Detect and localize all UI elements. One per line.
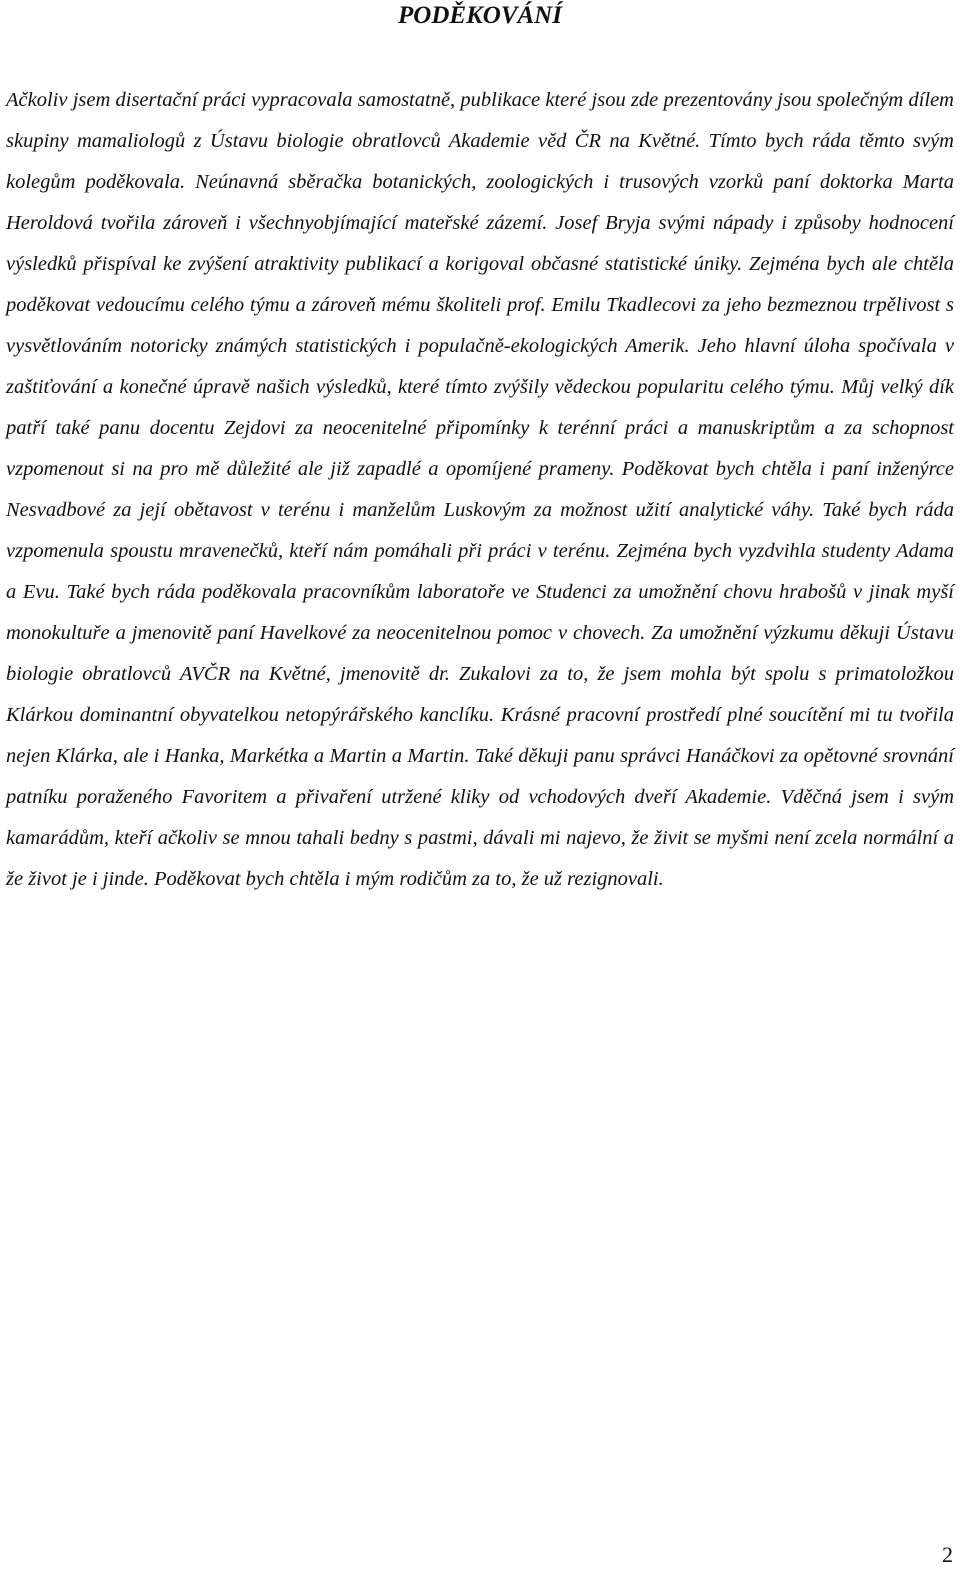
page-number: 2 [942,1542,953,1567]
acknowledgement-paragraph: Ačkoliv jsem disertační práci vypracovala samostatně, publikace které jsou zde prezentovány jsou společným dílem skupiny mamaliologů z Ústavu biologie obratlovců Akademie věd ČR na Květné. Tímto bych ráda těmto svým kolegům poděkovala. Neúnavná sběračka botanických, zoologických i trusových vzorků paní doktorka Marta Heroldová tvořila zároveň i všechnyobjímající mateřské zázemí. Josef Bryja svými nápady i způsoby hodnocení výsledků přispíval ke zvýšení atraktivity publikací a korigoval občasné statistické úniky. Zejména bych ale chtěla poděkovat vedoucímu celého týmu a zároveň mému školiteli prof. Emilu Tkadlecovi za jeho bezmeznou trpělivost s vysvětlováním notoricky známých statistických i populačně-ekologických Amerik. Jeho hlavní úloha spočívala v zaštiťování a konečné úpravě našich výsledků, které tímto zvýšily vědeckou popularitu celého týmu. Můj velký dík patří také panu docentu Zejdovi za neocenitelné připomínky k terénní práci a manuskriptům a za schopnost vzpomenout si na pro mě důležité ale již zapadlé a opomíjené prameny. Poděkovat bych chtěla i paní inženýrce Nesvadbové za její obětavost v terénu i manželům Luskovým za možnost užití analytické váhy. Také bych ráda vzpomenula spoustu mravenečků, kteří nám pomáhali při práci v terénu. Zejména bych vyzdvihla studenty Adama a Evu. Také bych ráda poděkovala pracovníkům laboratoře ve Studenci za umožnění chovu hrabošů v jinak myší monokultuře a jmenovitě paní Havelkové za neocenitelnou pomoc v chovech. Za umožnění výzkumu děkuji Ústavu biologie obratlovců AVČR na Květné, jmenovitě dr. Zukalovi za to, že jsem mohla být spolu s primatoložkou Klárkou dominantní obyvatelkou netopýrářského kanclíku. Krásné pracovní prostředí plné soucítění mi tu tvořila nejen Klárka, ale i Hanka, Markétka a Martin a Martin. Také děkuji panu správci Hanáčkovi za opětovné srovnání patníku poraženého Favoritem a přivaření utržené kliky od vchodových dveří Akademie. Vděčná jsem i svým kamarádům, kteří ačkoliv se mnou tahali bedny s pastmi, dávali mi najevo, že živit se myšmi není zcela normální a že život je i jinde. Poděkovat bych chtěla i mým rodičům za to, že už rezignovali. [6,89,954,890]
page-title: PODĚKOVÁNÍ [398,2,562,29]
